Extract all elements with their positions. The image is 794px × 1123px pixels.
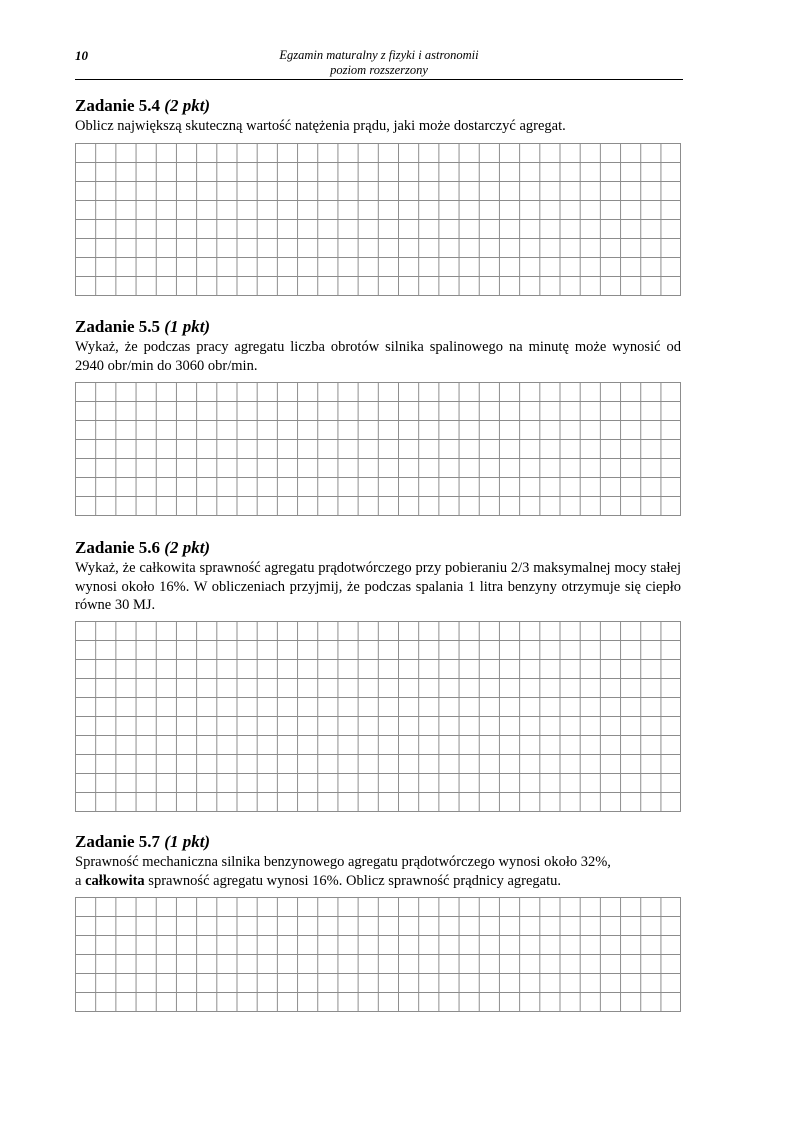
task-number: Zadanie 5.4 (75, 96, 161, 115)
exam-title: Egzamin maturalny z fizyki i astronomii (279, 48, 479, 62)
task-points: (2 pkt) (164, 538, 211, 557)
task-5-4-text (75, 117, 681, 136)
task-points: (2 pkt) (164, 96, 211, 115)
running-header (75, 48, 683, 78)
task-number: Zadanie 5.6 (75, 538, 161, 557)
task-instruction-line1: Sprawność mechaniczna silnika benzynowego agregatu prądotwórczego wynosi około 32%, (75, 854, 611, 870)
task-5-5-title (75, 317, 210, 337)
task-instruction-line2 (75, 872, 681, 891)
task-5-5-text: Wykaż, że podczas pracy agregatu liczba obrotów silnika spalinowego na minutę może wynosić od 2940 obr/min do 3060 obr/min. (75, 339, 681, 374)
exam-level: poziom rozszerzony (330, 63, 428, 77)
task-5-6-text: Wykaż, że całkowita sprawność agregatu prądotwórczego przy pobieraniu 2/3 maksymalnej mocy stałej wynosi około 16%. W obliczeniach przyjmij, że podczas spalania 1 litra benzyny otrzymuje się ciepło równe 30 MJ. (75, 560, 681, 613)
task-5-4-title (75, 96, 210, 116)
task-5-7-title (75, 832, 210, 852)
header-rule (75, 79, 683, 80)
task-number: Zadanie 5.7 (75, 832, 161, 851)
task-5-6-title (75, 538, 210, 558)
page-number: 10 (75, 48, 88, 63)
task-points: (1 pkt) (164, 832, 211, 851)
task-5-7-text (75, 853, 681, 890)
text-prefix: a (75, 872, 86, 889)
task-number: Zadanie 5.5 (75, 317, 161, 336)
task-points: (1 pkt) (164, 317, 211, 336)
answer-grid-5-7[interactable] (75, 897, 681, 1012)
answer-grid-5-4[interactable] (75, 143, 681, 296)
task-instruction: Oblicz największą skuteczną wartość natężenia prądu, jaki może dostarczyć agregat. (75, 118, 566, 134)
emphasized-word: całkowita (85, 872, 145, 889)
answer-grid-5-6[interactable] (75, 621, 681, 812)
text-rest: sprawność agregatu wynosi 16%. Oblicz sprawność prądnicy agregatu. (144, 872, 562, 889)
answer-grid-5-5[interactable] (75, 382, 681, 516)
